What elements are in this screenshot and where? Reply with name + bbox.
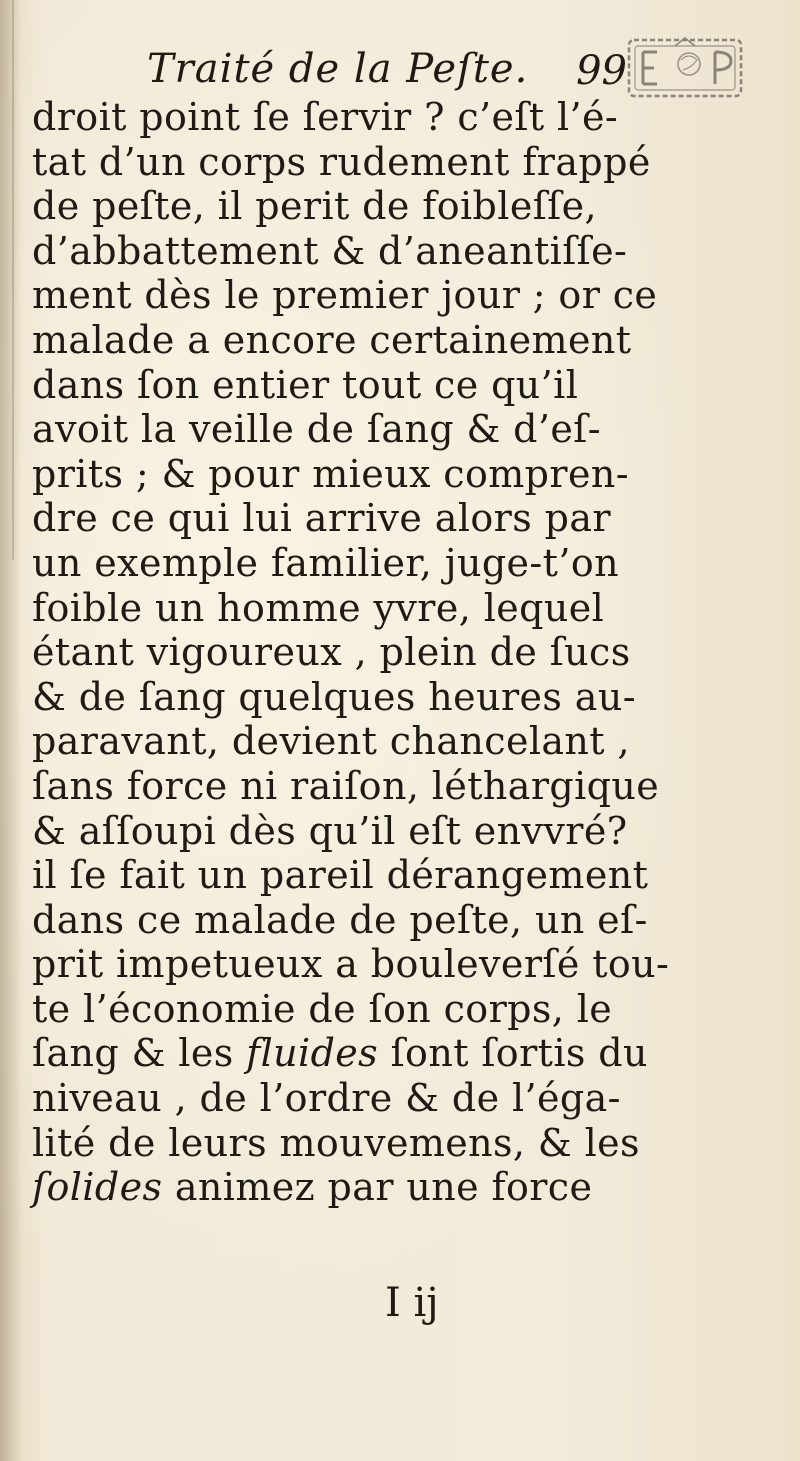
- text-line: [32, 1076, 752, 1121]
- text-line: [32, 318, 752, 363]
- text-line: [32, 184, 752, 229]
- text-segment: lité de leurs mouvemens, & les: [32, 1120, 640, 1165]
- text-segment: ſont ſortis du: [378, 1031, 648, 1076]
- text-line: [32, 1165, 752, 1210]
- text-line: [32, 229, 752, 274]
- text-line: [32, 898, 752, 943]
- text-line: [32, 586, 752, 631]
- text-line: [32, 496, 752, 541]
- signature-mark: I ij: [385, 1280, 439, 1326]
- text-segment: niveau , de l’ordre & de l’éga-: [32, 1076, 621, 1121]
- text-segment: de peſte, il perit de foibleſſe,: [32, 184, 598, 229]
- text-segment: & aſſoupi dès qu’il eſt envvré?: [32, 808, 628, 853]
- text-segment: avoit la veille de ſang & d’eſ-: [32, 407, 601, 452]
- running-title: Traité de la Peſte.: [147, 46, 529, 92]
- italic-word: fluides: [246, 1031, 379, 1076]
- text-segment: ſang & les: [32, 1031, 247, 1076]
- page-number: 99: [576, 48, 627, 94]
- text-segment: d’abbattement & d’aneantiſſe-: [32, 228, 628, 273]
- text-line: [32, 630, 752, 675]
- text-segment: ſans force ni raiſon, léthargique: [32, 763, 660, 808]
- italic-word: ſolides: [32, 1165, 163, 1210]
- text-line: [32, 675, 752, 720]
- text-segment: il ſe fait un pareil dérangement: [32, 853, 649, 898]
- text-segment: te l’économie de ſon corps, le: [32, 986, 613, 1031]
- text-line: [32, 764, 752, 809]
- text-segment: dans ce malade de peſte, un eſ-: [32, 897, 648, 942]
- text-line: [32, 452, 752, 497]
- text-line: [32, 1031, 752, 1076]
- text-line: [32, 809, 752, 854]
- text-line: [32, 987, 752, 1032]
- text-segment: prit impetueux a bouleverſé tou-: [32, 942, 670, 987]
- text-line: [32, 719, 752, 764]
- text-line: [32, 140, 752, 185]
- text-line: [32, 853, 752, 898]
- text-line: [32, 95, 752, 140]
- text-line: [32, 363, 752, 408]
- text-segment: droit point ſe ſervir ? c’eſt l’é-: [32, 95, 619, 139]
- text-line: [32, 942, 752, 987]
- running-head: [147, 46, 627, 102]
- text-segment: un exemple familier, juge-t’on: [32, 540, 619, 585]
- text-segment: ment dès le premier jour ; or ce: [32, 273, 658, 318]
- body-text: [32, 95, 752, 1210]
- library-stamp-icon: [621, 34, 749, 104]
- text-segment: prits ; & pour mieux compren-: [32, 451, 629, 496]
- text-line: [32, 407, 752, 452]
- text-line: [32, 273, 752, 318]
- text-line: [32, 1121, 752, 1166]
- text-segment: dans ſon entier tout ce qu’il: [32, 362, 579, 407]
- text-segment: malade a encore certainement: [32, 317, 632, 362]
- text-segment: animez par une force: [162, 1165, 593, 1210]
- text-line: [32, 541, 752, 586]
- text-segment: étant vigoureux , plein de ſucs: [32, 630, 631, 675]
- text-segment: & de ſang quelques heures au-: [32, 674, 636, 719]
- text-segment: dre ce qui lui arrive alors par: [32, 496, 611, 541]
- text-segment: foible un homme yvre, lequel: [32, 585, 605, 630]
- text-segment: tat d’un corps rudement frappé: [32, 139, 651, 184]
- gutter-shadow: [0, 0, 22, 1461]
- text-segment: paravant, devient chancelant ,: [32, 719, 630, 764]
- gutter-line: [12, 0, 14, 560]
